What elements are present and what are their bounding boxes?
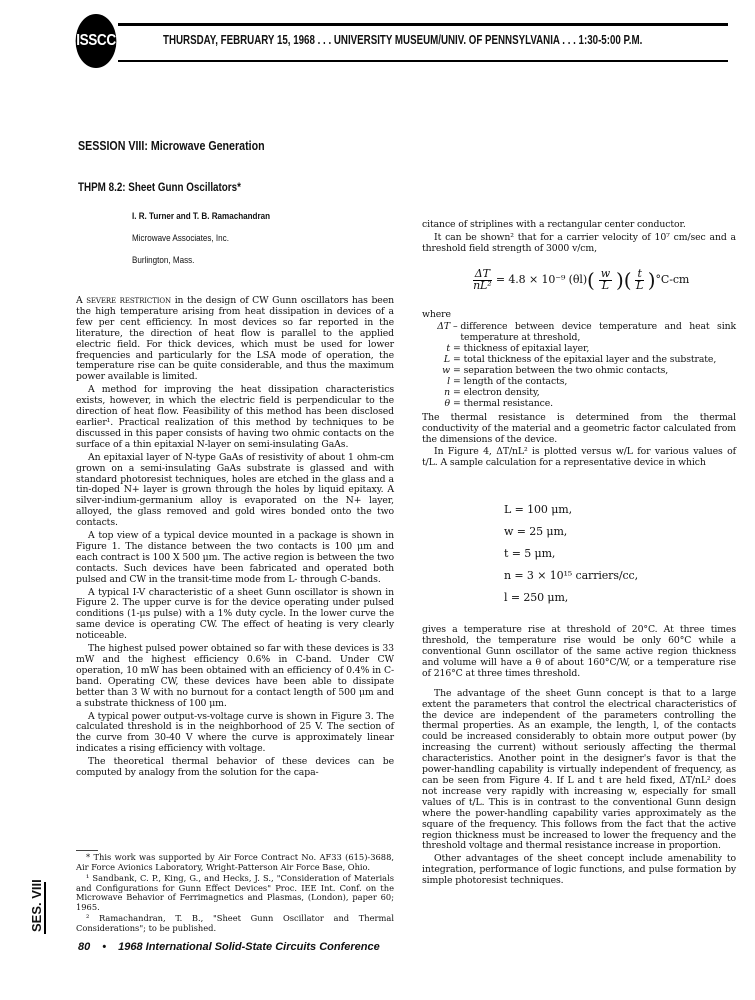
- definition-text: difference between device temperature and heat sink temperature at threshold,: [460, 321, 736, 344]
- paren: (: [587, 267, 595, 292]
- paragraph-text: in the design of CW Gunn oscillators has been the high temperature arising from heat dissipation in devices of a few per cent efficiency. In most devices so far reported in the literature, the direction of heat flow is parallel to the applied electric field. For thick devices, which must be used for lower frequencies and particularly for the LSA mode of operation, the temperature rise can be quite considerable, and thus the maximum power available is limited.: [76, 295, 394, 383]
- header-dateline: THURSDAY, FEBRUARY 15, 1968 . . . UNIVERSITY MUSEUM/UNIV. OF PENNSYLVANIA . . . 1:30-5:00 P.M.: [163, 33, 643, 47]
- footnotes: [76, 853, 394, 935]
- definition-text: electron density,: [463, 386, 540, 398]
- conference-name: 1968 International Solid-State Circuits Conference: [118, 941, 380, 953]
- denominator: L: [636, 278, 644, 292]
- paragraph: The advantage of the sheet Gunn concept is that to a large extent the parameters that control the electrical characteristics of the device are independent of the parameters controlling the thermal properties. As an example, the length, l, of the contacts could be increased considerably to obtain more output power (by increasing the current) without seriously affecting the thermal characteristics. Another point in the designer's favor is that the power-handling capability is virtually independent of frequency, as can be seen from Figure 4. If L and t are held fixed, ΔT/nL² does not increase very rapidly with increasing w, especially for small values of t/L. This is in contrast to the conventional Gunn design where the power-handling capability varies approximately as the square of the frequency. This follows from the fact that the active region thickness must be increased to lower the frequency and the threshold voltage and thermal resistance increase in proportion.: [422, 687, 736, 852]
- separator: =: [453, 386, 461, 398]
- where-label: where: [422, 308, 451, 320]
- paren: ): [647, 267, 656, 292]
- symbol: θ: [444, 397, 450, 409]
- sample-value: L = 100 μm,: [504, 503, 572, 517]
- paragraph: Other advantages of the sheet concept include amenability to integration, performance of logic functions, and pulse formation by simple photoresist techniques.: [422, 853, 736, 887]
- separator: –: [453, 321, 458, 333]
- separator: =: [453, 343, 461, 355]
- paragraph: gives a temperature rise at threshold of 20°C. At three times threshold, the temperature rise would be only 60°C while a conventional Gunn oscillator of the same active region thickness and volume will have a θ of about 160°C/W, or a temperature rise of 216°C at three times threshold.: [422, 624, 736, 679]
- symbol: w: [442, 365, 450, 377]
- bullet-icon: •: [102, 941, 107, 953]
- page-footer: [78, 941, 380, 953]
- paragraph: A typical I-V characteristic of a sheet Gunn oscillator is shown in Figure 2. The upper curve is for the device operating under pulsed conditions (1-μs pulse) with a 1% duty cycle. In the lower curve the same device is operating CW. The effect of heating is very clearly noticeable.: [76, 586, 394, 642]
- sample-value: l = 250 μm,: [504, 591, 569, 605]
- definition: [422, 399, 736, 410]
- separator: =: [453, 375, 461, 387]
- paren: (: [623, 267, 632, 292]
- separator: =: [453, 397, 461, 409]
- paragraph: The theoretical thermal behavior of these devices can be computed by analogy from the solution for the capa-: [76, 756, 394, 779]
- numerator: t: [637, 266, 642, 280]
- left-column: [76, 296, 394, 781]
- footnote: * This work was supported by Air Force Contract No. AF33 (615)-3688, Air Force Avionics Laboratory, Wright-Patterson Air Force Base, Ohio.: [76, 852, 394, 872]
- header-rule-top: [118, 23, 728, 26]
- isscc-logo: [76, 14, 117, 68]
- location: Burlington, Mass.: [132, 255, 195, 266]
- symbol: l: [447, 375, 450, 387]
- sample-value: t = 5 μm,: [504, 547, 556, 561]
- paragraph: It can be shown² that for a carrier velocity of 10⁷ cm/sec and a threshold field strength of 3000 v/cm,: [422, 231, 736, 254]
- denominator: nL²: [473, 278, 492, 292]
- definitions-list: [422, 322, 736, 409]
- header-rule-bottom: [118, 60, 728, 62]
- footnote: ² Ramachandran, T. B., "Sheet Gunn Oscillator and Thermal Considerations"; to be published.: [76, 913, 394, 933]
- sample-value: w = 25 μm,: [504, 525, 568, 539]
- paper-title: THPM 8.2: Sheet Gunn Oscillators*: [78, 180, 241, 194]
- separator: =: [453, 354, 461, 366]
- symbol: ΔT: [437, 321, 450, 333]
- paragraph: A top view of a typical device mounted in a package is shown in Figure 1. The distance between the two contacts is 100 μm and each contract is 100 X 500 μm. The active region is between the two contacts. Such devices have been fabricated and operated both pulsed and CW in the transit-time mode from L- through C-bands.: [76, 530, 394, 585]
- definition-text: thermal resistance.: [463, 397, 554, 409]
- paragraph: citance of striplines with a rectangular center conductor.: [422, 219, 686, 230]
- numerator: ΔT: [474, 266, 490, 280]
- page-number: 80: [78, 941, 91, 953]
- paragraph: [76, 296, 394, 383]
- paragraph: An epitaxial layer of N-type GaAs of resistivity of about 1 ohm-cm grown on a semi-insulating GaAs substrate is glassed and with standard photoresist techniques, holes are etched in the glass and a tin-doped N+ layer is grown through the holes by liquid epitaxy. A silver-indium-germanium alloy is evaporated on the N+ layer, alloyed, the glass removed and gold wires bonded onto the two contacts.: [76, 451, 394, 529]
- session-side-tab-label: SES. VIII: [29, 879, 44, 932]
- footnote-divider: [76, 850, 98, 851]
- paren: ): [616, 267, 624, 292]
- definition-text: thickness of epitaxial layer,: [463, 343, 590, 355]
- symbol: L: [443, 354, 450, 366]
- definition-text: length of the contacts,: [463, 375, 568, 387]
- right-column: [422, 220, 736, 889]
- footnote: ¹ Sandbank, C. P., King, G., and Hecks, J. S., "Consideration of Materials and Configurations for Gunn Effect Devices" Proc. IEE Int. Conf. on the Microwave Behavior of Ferrimagnetics and Plasmas, (London), paper 60; 1965.: [76, 873, 394, 912]
- thermal-equation: [422, 266, 736, 292]
- paragraph: A typical power output-vs-voltage curve is shown in Figure 3. The calculated threshold is in the neighborhood of 25 V. The section of the curve from 30-40 V where the curve is approximately linear indicates a rising efficiency with voltage.: [76, 710, 394, 755]
- fraction: [473, 266, 492, 292]
- definition-text: separation between the two ohmic contacts,: [463, 365, 669, 377]
- sample-values: [504, 499, 736, 609]
- paragraph: The thermal resistance is determined from the thermal conductivity of the material and a geometric factor calculated from the dimensions of the device.: [422, 411, 736, 445]
- affiliation: Microwave Associates, Inc.: [132, 233, 229, 244]
- symbol: t: [446, 343, 450, 355]
- numerator: w: [600, 266, 611, 280]
- sample-value: n = 3 × 10¹⁵ carriers/cc,: [504, 569, 639, 583]
- equation-rhs: = 4.8 × 10⁻⁹ (θl): [495, 272, 588, 286]
- fraction: [635, 266, 644, 292]
- definition-text: total thickness of the epitaxial layer and the substrate,: [463, 354, 717, 366]
- lead-in: A severe restriction: [76, 295, 172, 306]
- logo-text: ISSCC: [76, 32, 116, 49]
- separator: =: [453, 365, 461, 377]
- definition: [422, 322, 736, 344]
- denominator: L: [601, 278, 609, 292]
- paragraph: In Figure 4, ΔT/nL² is plotted versus w/L for various values of t/L. A sample calculation for a representative device in which: [422, 446, 736, 469]
- symbol: n: [444, 386, 450, 398]
- paragraph: The highest pulsed power obtained so far with these devices is 33 mW and the highest efficiency 0.6% in C-band. Under CW operation, 10 mW has been obtained with an efficiency of 0.4% in C-band. Operating CW, these devices have been able to dissipate better than 3 W with no burnout for a contact length of 500 μm and a substrate thickness of 100 μm.: [76, 643, 394, 709]
- author-block: [132, 206, 270, 272]
- paragraph: A method for improving the heat dissipation characteristics exists, however, in which the electric field is perpendicular to the direction of heat flow. Feasibility of this method has been disclosed earlier¹. Practical realization of this method by techniques to be discussed in this paper consists of having two ohmic contacts on the surface of a thin epitaxial N-layer on semi-insulating GaAs.: [76, 384, 394, 450]
- fraction: [599, 266, 612, 292]
- authors: I. R. Turner and T. B. Ramachandran: [132, 211, 271, 222]
- session-title: SESSION VIII: Microwave Generation: [78, 138, 265, 153]
- equation-unit: °C-cm: [655, 272, 690, 286]
